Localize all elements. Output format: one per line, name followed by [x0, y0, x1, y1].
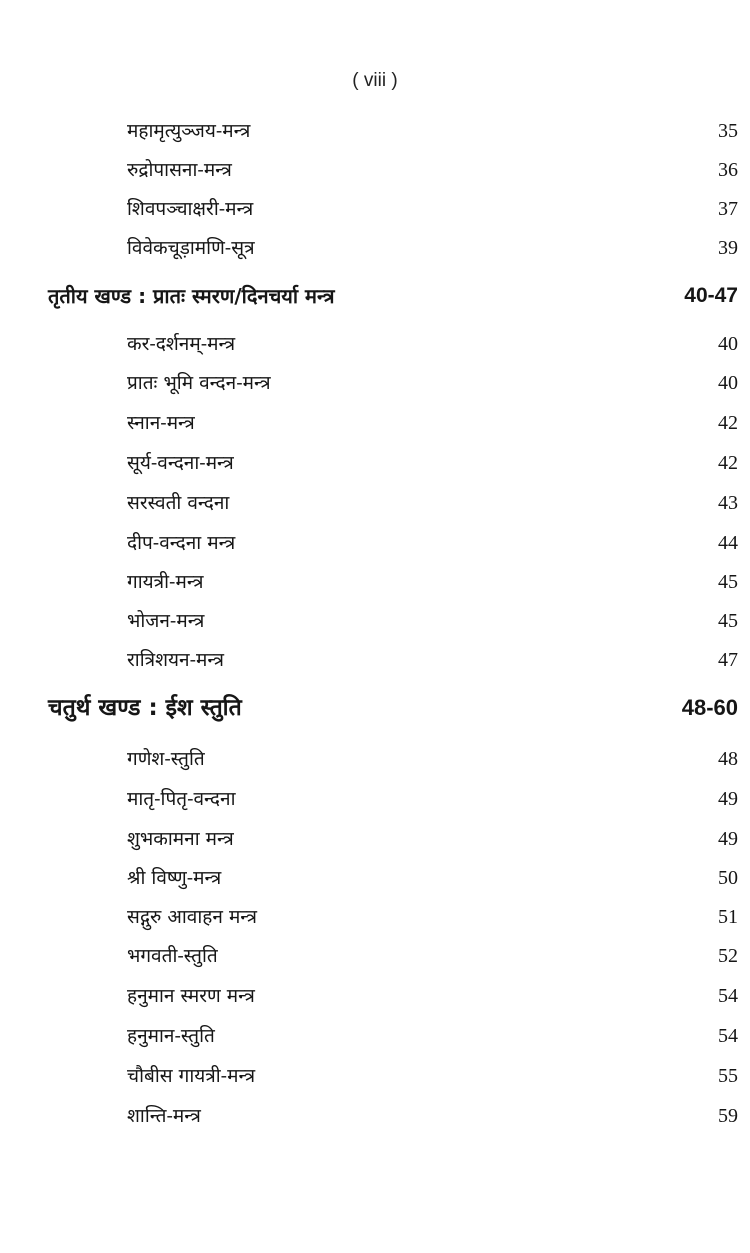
toc-entry-page: 45	[718, 571, 738, 593]
toc-entry-page: 54	[718, 985, 738, 1007]
toc-entry	[0, 368, 750, 402]
toc-entry	[0, 116, 750, 150]
toc-entry-page: 52	[718, 945, 738, 967]
toc-entry-page: 49	[718, 788, 738, 810]
toc-entry-page: 43	[718, 492, 738, 514]
toc-entry-title: कर-दर्शनम्-मन्त्र	[127, 333, 236, 355]
toc-entry-title: गायत्री-मन्त्र	[127, 571, 204, 593]
toc-entry-title: सरस्वती वन्दना	[127, 492, 230, 514]
toc-entry-page: 48	[718, 748, 738, 770]
toc-entry	[0, 408, 750, 442]
toc-entry-page: 51	[718, 906, 738, 928]
toc-entry-page: 54	[718, 1025, 738, 1047]
section-heading-3	[0, 280, 750, 320]
toc-entry-page: 59	[718, 1105, 738, 1127]
toc-entry-title: श्री विष्णु-मन्त्र	[127, 867, 222, 889]
section-page-range: 48-60	[681, 695, 738, 720]
toc-entry	[0, 155, 750, 189]
toc-entry	[0, 448, 750, 482]
toc-entry-page: 40	[718, 372, 738, 394]
toc-entry-page: 42	[718, 452, 738, 474]
toc-entry-page: 45	[718, 610, 738, 632]
toc-entry-title: हनुमान स्मरण मन्त्र	[127, 985, 255, 1007]
toc-entry-title: भगवती-स्तुति	[127, 945, 218, 967]
toc-entry-title: सद्गुरु आवाहन मन्त्र	[127, 906, 257, 928]
toc-entry-title: रात्रिशयन-मन्त्र	[127, 649, 225, 671]
toc-entry-title: हनुमान-स्तुति	[127, 1025, 215, 1047]
toc-entry	[0, 194, 750, 228]
toc-entry	[0, 488, 750, 522]
toc-entry	[0, 744, 750, 778]
toc-entry	[0, 784, 750, 818]
toc-entry	[0, 863, 750, 897]
toc-entry	[0, 528, 750, 562]
toc-entry-page: 37	[718, 198, 738, 220]
toc-entry-title: मातृ-पितृ-वन्दना	[127, 788, 236, 810]
toc-entry-page: 55	[718, 1065, 738, 1087]
toc-entry-title: महामृत्युञ्जय-मन्त्र	[127, 120, 251, 142]
section-title: चतुर्थ खण्ड : ईश स्तुति	[48, 695, 242, 721]
toc-entry-title: सूर्य-वन्दना-मन्त्र	[127, 452, 234, 474]
toc-entry-title: दीप-वन्दना मन्त्र	[127, 532, 236, 554]
toc-entry-page: 47	[718, 649, 738, 671]
toc-entry	[0, 645, 750, 679]
toc-entry-title: प्रातः भूमि वन्दन-मन्त्र	[127, 372, 271, 394]
section-heading-4	[0, 692, 750, 732]
toc-entry-page: 36	[718, 159, 738, 181]
toc-entry-title: स्नान-मन्त्र	[127, 412, 195, 434]
toc-entry-title: शिवपञ्चाक्षरी-मन्त्र	[127, 198, 254, 220]
toc-entry	[0, 824, 750, 858]
toc-entry-title: गणेश-स्तुति	[127, 748, 205, 770]
toc-entry-title: शान्ति-मन्त्र	[127, 1105, 201, 1127]
toc-entry	[0, 329, 750, 363]
toc-entry	[0, 981, 750, 1015]
toc-entry-title: भोजन-मन्त्र	[127, 610, 205, 632]
section-title: तृतीय खण्ड : प्रातः स्मरण/दिनचर्या मन्त्र	[48, 284, 335, 308]
toc-entry	[0, 902, 750, 936]
toc-entry	[0, 1021, 750, 1055]
toc-entry-page: 39	[718, 237, 738, 259]
page-number: ( viii )	[352, 70, 398, 91]
toc-entry-title: शुभकामना मन्त्र	[127, 828, 234, 850]
toc-entry-page: 40	[718, 333, 738, 355]
toc-entry-page: 49	[718, 828, 738, 850]
toc-entry	[0, 1101, 750, 1135]
toc-entry	[0, 1061, 750, 1095]
toc-entry-page: 50	[718, 867, 738, 889]
toc-entry-title: विवेकचूड़ामणि-सूत्र	[127, 237, 255, 259]
toc-entry-title: रुद्रोपासना-मन्त्र	[127, 159, 232, 181]
toc-entry-page: 42	[718, 412, 738, 434]
toc-entry-page: 44	[718, 532, 738, 554]
toc-entry	[0, 233, 750, 267]
toc-entry	[0, 567, 750, 601]
toc-entry-page: 35	[718, 120, 738, 142]
toc-entry	[0, 606, 750, 640]
section-page-range: 40-47	[684, 284, 738, 307]
toc-entry	[0, 941, 750, 975]
toc-entry-title: चौबीस गायत्री-मन्त्र	[127, 1065, 256, 1087]
